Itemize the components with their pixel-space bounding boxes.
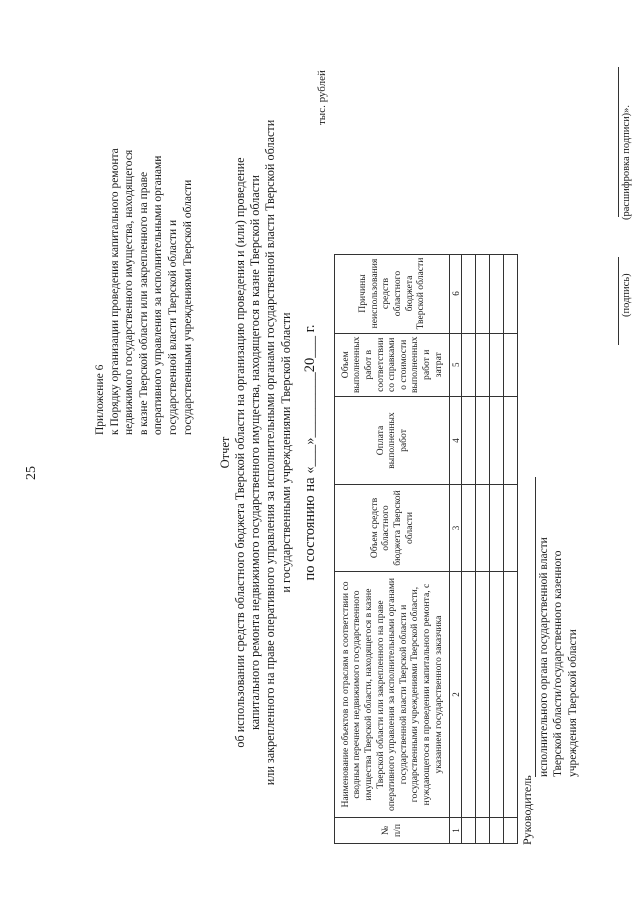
table-cell — [476, 397, 490, 485]
table-cell — [462, 397, 476, 485]
currency-unit-label: тыс. рублей — [316, 70, 328, 125]
report-title: Отчет — [218, 436, 232, 469]
table-cell — [462, 818, 476, 844]
table-cell — [490, 254, 504, 333]
header-cell-object-name: Наименование объектов по отраслям в соответствии со сводным перечнем недвижимого государственного имущества Тверской области, находящегося в казне Тверской области или закрепленного на праве оперативного управления за исполнительными органами государственной власти Тверской области и государственными учреждениями Тверской области, нуждающегося в проведении капитального ремонта, с указанием государственного заказчика — [335, 572, 450, 818]
report-subtitle-line: об использовании средств областного бюджета Тверской области на организацию проведения и (или) проведение — [233, 157, 247, 748]
report-subtitle-line: и государственными учреждениями Тверской области — [278, 312, 293, 593]
as-of-date-line: по состоянию на «___»_________20___ г. — [302, 324, 318, 581]
column-number: 6 — [450, 254, 462, 333]
header-cell-number: № п/п — [335, 818, 450, 844]
table-column-number-row — [450, 254, 462, 843]
table-cell — [462, 485, 476, 572]
table-cell — [476, 254, 490, 333]
appendix-line: государственными учреждениями Тверской области — [181, 179, 194, 435]
table-cell — [476, 818, 490, 844]
table-cell — [504, 333, 518, 396]
table-row — [490, 254, 504, 843]
table-header-row — [335, 254, 450, 843]
signature-decode-caption: (расшифровка подписи)». — [621, 104, 632, 220]
report-subtitle-line: капитального ремонта недвижимого государственного имущества, находящегося в казне Тверской области — [248, 174, 263, 731]
column-number: 1 — [450, 818, 462, 844]
table-cell — [490, 485, 504, 572]
header-cell-work-volume: Объем выполненных работ в соответствии со справками о стоимости выполненных работ и затрат — [335, 333, 450, 396]
table-cell — [504, 485, 518, 572]
page-number: 25 — [24, 466, 39, 480]
table-row — [504, 254, 518, 843]
header-cell-nonuse-reasons: Причины неиспользования средств областного бюджета Тверской области — [335, 254, 450, 333]
appendix-line: оперативного управления за исполнительными органами — [152, 155, 165, 435]
table-cell — [504, 254, 518, 333]
signature-line — [618, 257, 619, 345]
table-cell — [476, 485, 490, 572]
organization-line: учреждения Тверской области — [566, 629, 579, 777]
organization-line: Тверской области/государственного казенного — [552, 550, 565, 777]
column-number: 5 — [450, 333, 462, 396]
appendix-note — [93, 105, 195, 435]
table-cell — [490, 397, 504, 485]
signature-decode-line — [618, 67, 619, 217]
header-cell-budget-amount: Объем средств областного бюджета Тверской области — [335, 485, 450, 572]
appendix-line: государственной власти Тверской области и — [166, 219, 179, 435]
organization-block — [537, 537, 580, 777]
report-subtitle-line: или закрепленного на праве оперативного управления за исполнительными органами государственной власти Тверской области — [263, 119, 278, 786]
appendix-line: к Порядку организации проведения капитального ремонта — [108, 148, 121, 435]
table-cell — [490, 333, 504, 396]
header-cell-payment: Оплата выполненных работ — [335, 397, 450, 485]
table-cell — [462, 572, 476, 818]
appendix-line: недвижимого государственного имущества, находящегося — [123, 149, 136, 435]
organization-line: исполнительного органа государственной власти — [538, 537, 550, 777]
table-cell — [462, 333, 476, 396]
signature-caption: (подпись) — [621, 273, 632, 317]
report-subtitle — [233, 0, 294, 905]
table-cell — [476, 333, 490, 396]
table-cell — [504, 572, 518, 818]
table-cell — [490, 818, 504, 844]
table-cell — [476, 572, 490, 818]
table-row — [476, 254, 490, 843]
report-table — [334, 254, 518, 844]
column-number: 3 — [450, 485, 462, 572]
table-cell — [462, 254, 476, 333]
head-label: Руководитель — [520, 775, 534, 845]
table-row — [462, 254, 476, 843]
appendix-line: Приложение 6 — [94, 364, 106, 435]
table-cell — [490, 572, 504, 818]
column-number: 4 — [450, 397, 462, 485]
head-name-line — [535, 477, 536, 777]
column-number: 2 — [450, 572, 462, 818]
appendix-line: в казне Тверской области или закрепленного на праве — [137, 171, 150, 435]
table-cell — [504, 818, 518, 844]
table-cell — [504, 397, 518, 485]
